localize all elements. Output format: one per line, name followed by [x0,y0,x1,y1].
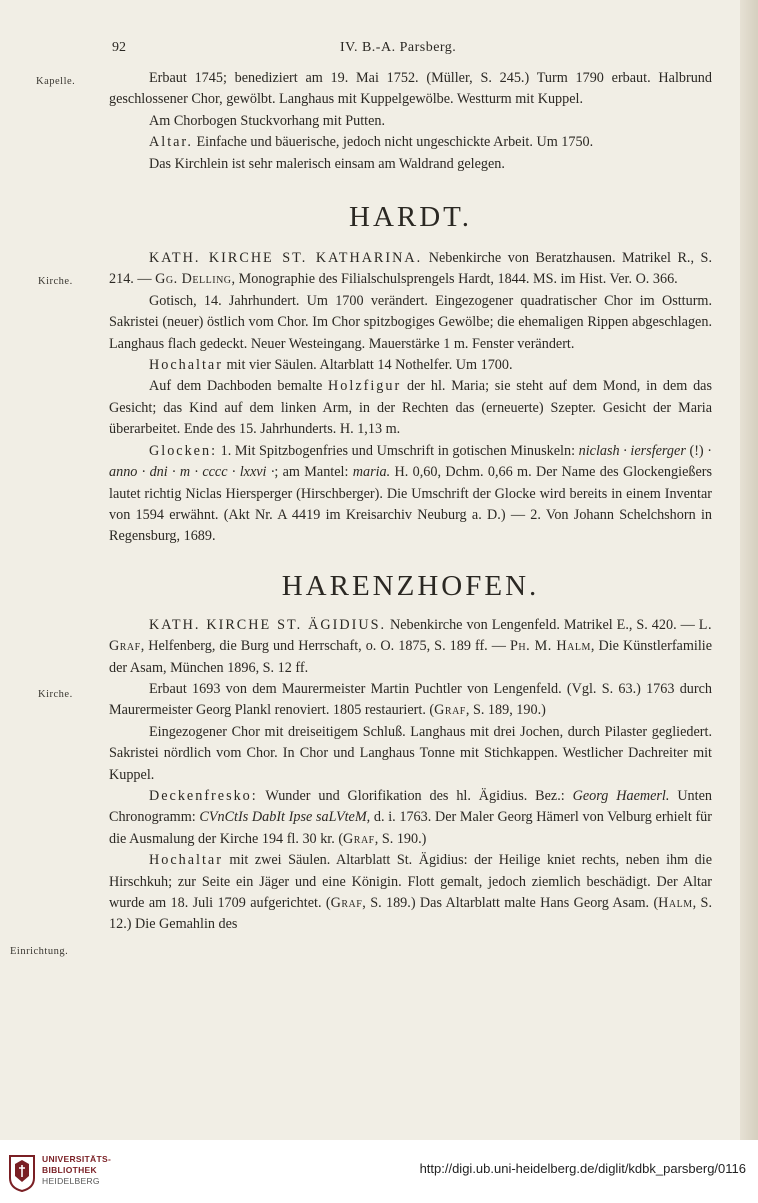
term-altar: Altar. [149,134,193,151]
margin-label-einrichtung: Einrichtung. [10,946,69,957]
term-hochaltar: Hochaltar [149,357,223,374]
paragraph-harenzhofen-hochaltar: Hochaltar mit zwei Säulen. Altarblatt St. Ägidius: der Heilige kniet rechts, neben ihm die Hirschkuh; zur Seite ein Jäger und eine Königin. Flott gemalt, jedoch ziemlich beschädigt. Der Altar wurde am 18. Juli 1709 aufgerichtet. (Graf, S. 189.) Das Altarblatt malte Hans Georg Asam. (Halm, S. 12.) Die Gemahlin des [109,852,712,933]
margin-label-kirche-harenzhofen: Kirche. [38,689,73,700]
church-title-aegidius: KATH. KIRCHE ST. ÄGIDIUS. [149,616,387,633]
heading-harenzhofen: HARENZHOFEN. [281,569,540,602]
bell-inscription-name: niclash · iersferger [578,442,686,459]
paragraph-chorbogen: Am Chorbogen Stuckvorhang mit Putten. [149,112,386,129]
church-title-katharina: KATH. KIRCHE ST. KATHARINA. [149,250,423,267]
term-glocken: Glocken: [149,442,218,459]
author-halm: Ph. M. Halm [509,638,591,655]
page-body [109,68,712,936]
paragraph-harenzhofen-erbaut: Erbaut 1693 von dem Maurermeister Martin Puchtler von Lengenfeld. (Vgl. S. 63.) 1763 durch Maurermeister Georg Plankl renoviert. 1805 restauriert. (Graf, S. 189, 190.) [109,680,712,719]
bell-inscription-year: anno · dni · m · cccc · lxxvi · [109,464,275,481]
page-edge-shadow [740,0,758,1140]
term-holzfigur: Holzfigur [328,378,402,395]
paragraph-harenzhofen-deckenfresko: Deckenfresko: Wunder und Glorifikation des hl. Ägidius. Bez.: Georg Haemerl. Unten Chronogramm: CVnCtIs DabIt Ipse saLVteM, d. i. 1763. Der Maler Georg Hämerl von Velburg erhielt für die Ausmalung der Kirche 194 fl. 30 kr. (Graf, S. 190.) [109,787,712,847]
term-deckenfresko: Deckenfresko: [149,787,258,804]
digitization-footer [0,1140,758,1203]
paragraph-hardt-holzfigur: Auf dem Dachboden bemalte Holzfigur der hl. Maria; sie steht auf dem Mond, in dem das Gesicht; das Kind auf dem linken Arm, in der Rechten das (erneuerte) Szepter. Gesicht der Maria überarbeitet. Ende des 15. Jahrhunderts. H. 1,13 m. [109,378,712,438]
chronogram: CVnCtIs DabIt Ipse saLVteM, [199,809,371,826]
paragraph-altar: Altar. Einfache und bäuerische, jedoch nicht ungeschickte Arbeit. Um 1750. [149,134,594,151]
bell-inscription-maria: maria. [352,464,391,481]
margin-label-kapelle: Kapelle. [36,76,76,87]
heidelberg-university-library-logo-icon [8,1154,36,1192]
source-url-link[interactable]: http://digi.ub.uni-heidelberg.de/diglit/kdbk_parsberg/0116 [419,1161,746,1176]
paragraph-hardt-glocken: Glocken: 1. Mit Spitzbogenfries und Umschrift in gotischen Minuskeln: niclash · iersferger (!) · anno · dni · m · cccc · lxxvi ·; am Mantel: maria. H. 0,60, Dchm. 0,66 m. Der Name des Glockengießers lautet richtig Niclas Hiersperger (Hirschberger). Die Umschrift der Glocke wird bereits in einem Inventar von 1594 erwähnt. (Akt Nr. A 4419 im Kreisarchiv Neuburg a. D.) — 2. Von Johann Schelchshorn in Regensburg, 1689. [109,442,713,545]
page-number: 92 [112,40,126,55]
paragraph-harenzhofen-kirche: KATH. KIRCHE ST. ÄGIDIUS. Nebenkirche von Lengenfeld. Matrikel E., S. 420. — L. Graf, Helfenberg, die Burg und Herrschaft, o. O. 1875, S. 189 ff. — Ph. M. Halm, Die Künstlerfamilie der Asam, München 1896, S. 12 ff. [109,616,713,676]
paragraph-harenzhofen-chor: Eingezogener Chor mit dreiseitigem Schluß. Langhaus mit drei Jochen, durch Pilaster gegliedert. Sakristei nördlich vom Chor. In Chor und Langhaus Tonne mit Stichkappen. Westlicher Dachreiter mit Kuppel. [109,723,712,783]
paragraph-kirchlein: Das Kirchlein ist sehr malerisch einsam am Waldrand gelegen. [149,155,505,172]
margin-label-kirche-hardt: Kirche. [38,276,73,287]
signature-haemerl: Georg Haemerl. [572,787,670,804]
paragraph-kapelle-erbaut: Erbaut 1745; benediziert am 19. Mai 1752. (Müller, S. 245.) Turm 1790 erbaut. Halbrund geschlossener Chor, gewölbt. Langhaus mit Kuppelgewölbe. Westturm mit Kuppel. [109,70,712,108]
running-title: IV. B.-A. Parsberg. [340,40,457,55]
heading-hardt: HARDT. [349,201,472,234]
paragraph-hardt-hochaltar: Hochaltar mit vier Säulen. Altarblatt 14 Nothelfer. Um 1700. [149,357,513,374]
paragraph-hardt-kirche: KATH. KIRCHE ST. KATHARINA. Nebenkirche von Beratzhausen. Matrikel R., S. 214. — Gg. Delling, Monographie des Filialschulsprengels Hardt, 1844. MS. im Hist. Ver. O. 366. [109,250,712,288]
paragraph-hardt-gotisch: Gotisch, 14. Jahrhundert. Um 1700 verändert. Eingezogener quadratischer Chor im Ostturm. Sakristei (neuer) östlich vom Chor. Im Chor spitzbogiges Gewölbe; die ehemaligen Rippen abgeschlagen. Langhaus flach gedeckt. Neuer Westeingang. Mauerstärke 1 m. Fenster verändert. [109,292,712,352]
author-delling: Gg. Delling [155,271,232,288]
library-name: UNIVERSITÄTS- BIBLIOTHEK HEIDELBERG [42,1154,112,1186]
page-header [0,40,758,60]
term-hochaltar-harenzhofen: Hochaltar [149,852,223,869]
author-graf: L. Graf [109,616,712,655]
